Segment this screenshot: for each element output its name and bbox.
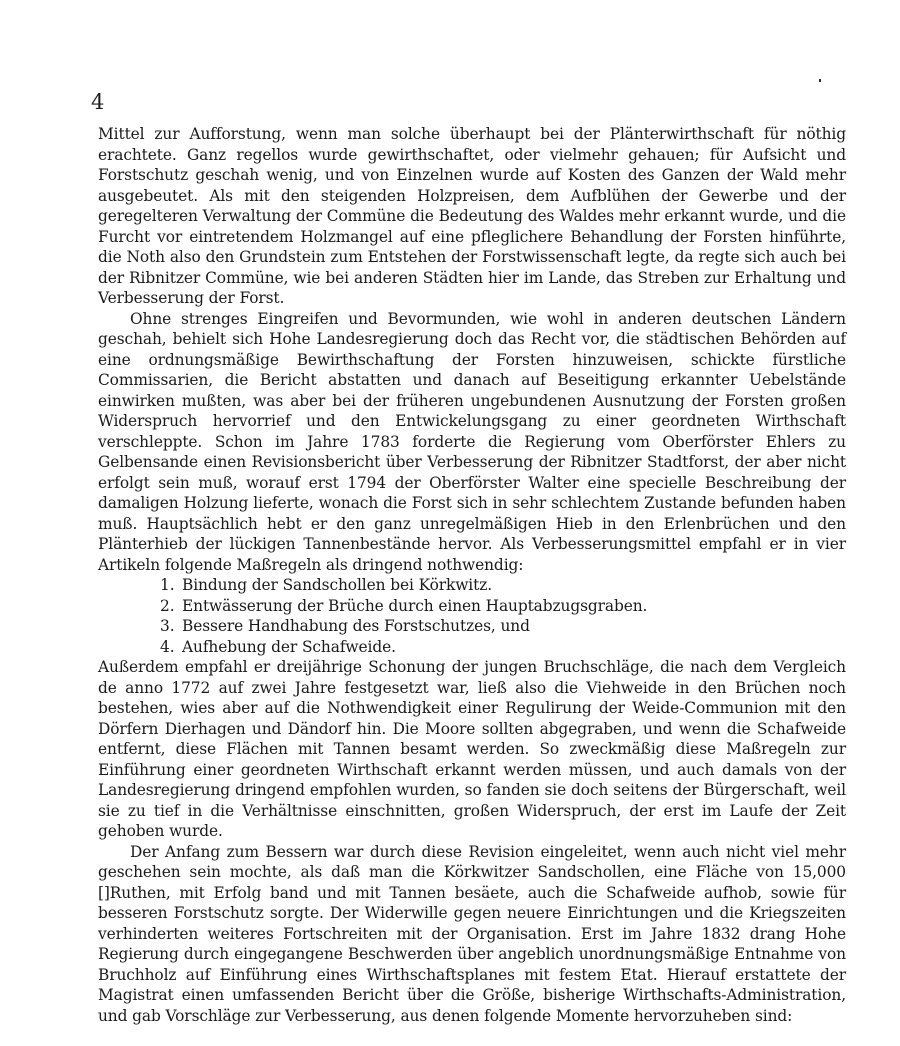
list-item-number: 2. (160, 596, 175, 615)
paragraph-3: Außerdem empfahl er dreijährige Schonung der jungen Bruchschläge, die nach dem Vergleich de anno 1772 auf zwei Jahre festgesetzt war, ließ also die Viehweide in den Brüchen noch bestehen, wies aber auf die Nothwendigkeit einer Regulirung der Weide-Communion mit den Dörfern Dierhagen und Dändorf hin. Die Moore sollten abgegraben, und wenn die Schafweide entfernt, diese Flächen mit Tannen besamt werden. So zweckmäßig diese Maßregeln zur Einführung einer geordneten Wirthschaft erkannt werden müssen, und auch damals von der Landesregierung dringend empfohlen wurden, so fanden sie doch seitens der Bürgerschaft, weil sie zu tief in die Verhältnisse einschnitten, großen Widerspruch, der erst im Laufe der Zeit gehoben wurde. (98, 658, 846, 840)
page-number: 4 (91, 90, 105, 114)
list-item-text: Bessere Handhabung des Forstschutzes, und (182, 617, 530, 635)
list-item (160, 596, 846, 617)
list-item (160, 575, 846, 596)
list-item-text: Aufhebung der Schafweide. (182, 637, 396, 656)
list-item-number: 1. (160, 576, 175, 594)
paragraph-2: Ohne strenges Eingreifen und Bevormunden, wie wohl in anderen deutschen Ländern geschah, behielt sich Hohe Landesregierung doch das Recht vor, die städtischen Behörden auf eine ordnungsmäßige Bewirthschaftung der Forsten hinzuweisen, schickte fürstliche Commissarien, die Bericht abstatten und danach auf Beseitigung erkannter Uebelstände einwirken mußten, was aber bei der früheren ungebundenen Ausnutzung der Forsten großen Widerspruch hervorrief und den Entwickelungsgang zu einer geordneten Wirthschaft verschleppte. Schon im Jahre 1783 forderte die Regierung vom Oberförster Ehlers zu Gelbensande einen Revisionsbericht über Verbesserung der Ribnitzer Stadtforst, der aber nicht erfolgt sein muß, worauf erst 1794 der Oberförster Walter eine specielle Beschreibung der damaligen Holzung lieferte, wonach die Forst sich in sehr schlechtem Zustande befunden haben muß. Hauptsächlich hebt er den ganz unregelmäßigen Hieb in den Erlenbrüchen und den Plänterhieb der lückigen Tannenbestände hervor. Als Verbesserungsmittel empfahl er in vier Artikeln folgende Maßregeln als dringend nothwendig: (98, 309, 846, 574)
list-item-text: Entwässerung der Brüche durch einen Hauptabzugsgraben. (182, 596, 648, 615)
list-item (160, 616, 846, 637)
list-item (160, 637, 846, 658)
list-item-number: 3. (160, 617, 175, 635)
list-item-text: Bindung der Sandschollen bei Körkwitz. (182, 576, 493, 594)
paragraph-4: Der Anfang zum Bessern war durch diese Revision eingeleitet, wenn auch nicht viel mehr geschehen sein mochte, als daß man die Körkwitzer Sandschollen, eine Fläche von 15,000 []Ruthen, mit Erfolg band und mit Tannen besäete, auch die Schafweide aufhob, sowie für besseren Forstschutz sorgte. Der Widerwille gegen neuere Einrichtungen und die Kriegszeiten verhinderten weiteres Fortschreiten mit der Organisation. Erst im Jahre 1832 drang Hohe Regierung durch eingegangene Beschwerden über angeblich unordnungsmäßige Entnahme von Bruchholz auf Einführung eines Wirthschaftsplanes mit festem Etat. Hierauf erstattete der Magistrat einen umfassenden Bericht über die Größe, bisherige Wirthschafts-Administration, und gab Vorschläge zur Verbesserung, aus denen folgende Momente hervorzuheben sind: (98, 842, 846, 1025)
measures-list (98, 575, 846, 657)
paragraph-1: Mittel zur Aufforstung, wenn man solche überhaupt bei der Plänterwirthschaft für nöthig erachtete. Ganz regellos wurde gewirthschaftet, oder vielmehr gehauen; für Aufsicht und Forstschutz geschah wenig, und von Einzelnen wurde auf Kosten des Ganzen der Wald mehr ausgebeutet. Als mit den steigenden Holzpreisen, dem Aufblühen der Gewerbe und der geregelteren Verwaltung der Commüne die Bedeutung des Waldes mehr erkannt wurde, und die Furcht vor eintretendem Holzmangel auf eine pfleglichere Behandlung der Forsten hinführte, die Noth also den Grundstein zum Entstehen der Forstwissenschaft legte, da regte sich auch bei der Ribnitzer Commüne, wie bei anderen Städten hier im Lande, das Streben zur Erhaltung und Verbesserung der Forst. (98, 125, 846, 307)
print-speck (819, 79, 821, 82)
body-text (98, 124, 846, 1026)
list-item-number: 4. (160, 637, 175, 656)
